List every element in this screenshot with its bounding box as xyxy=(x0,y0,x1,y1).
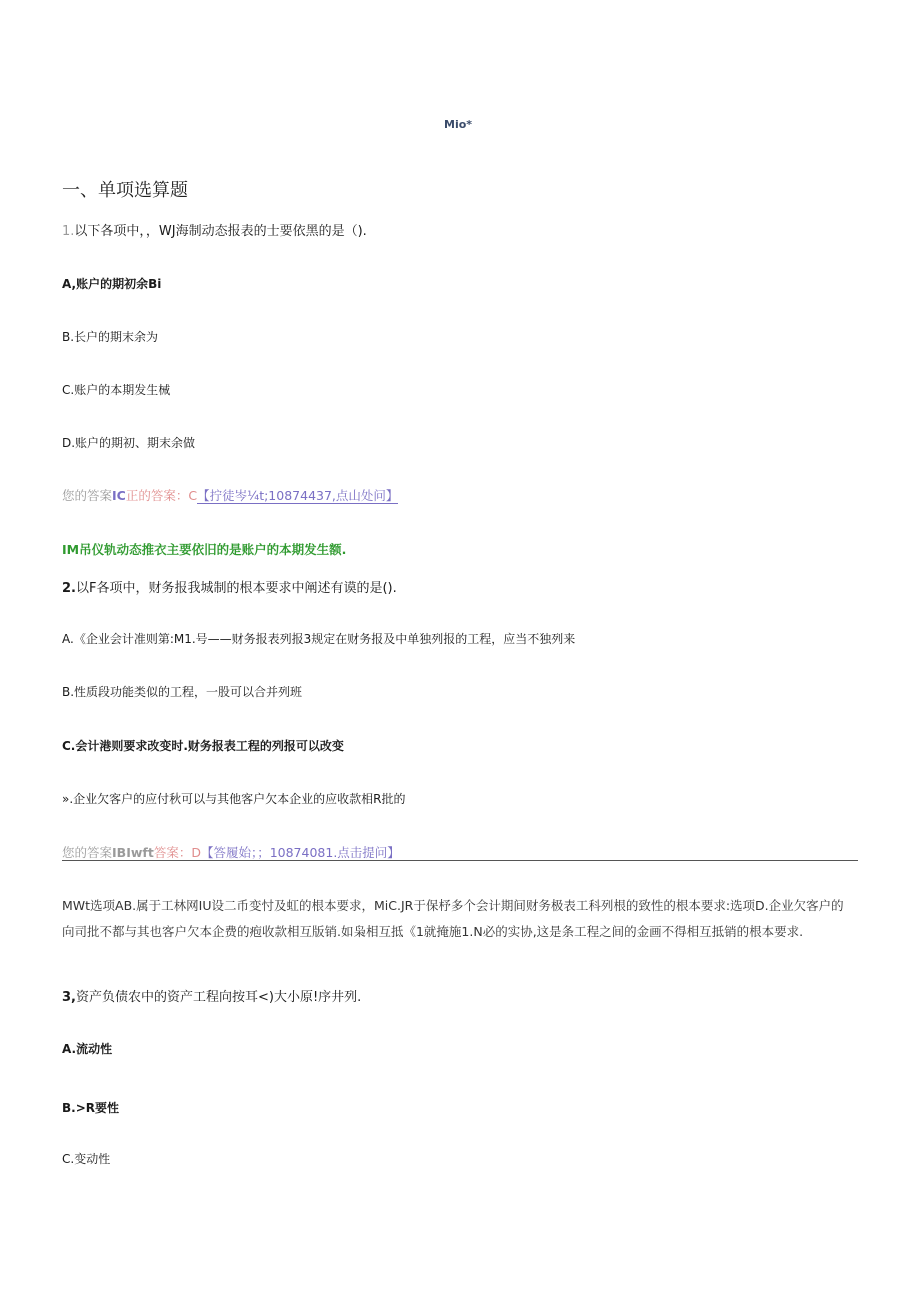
q2-option-d[interactable]: ».企业欠客户的应付秋可以与其他客户欠本企业的应收款相R批的 xyxy=(62,792,406,806)
question-text: 以下各项中，，WJ海制动态报表的士要依黑的是（). xyxy=(74,224,367,239)
q2-option-a[interactable]: A.《企业会计准则第:M1.号——财务报表列报3规定在财务报及中单独列报的工程，应当不独列来 xyxy=(62,632,576,646)
q1-option-c[interactable]: C.账户的本期发生械 xyxy=(62,383,171,397)
answer-prefix: 您的答案 xyxy=(62,845,113,860)
correct-answer: 正的答案：C xyxy=(125,488,198,503)
document-title: Mio* xyxy=(444,118,473,131)
ask-question-link[interactable]: 【拧徒岑¼t;10874437,点山处问】 xyxy=(197,488,399,503)
answer-prefix: 您的答案 xyxy=(62,488,113,503)
q1-answer-line xyxy=(62,486,398,504)
q2-answer-line xyxy=(62,843,400,861)
question-text: 资产负债农中的资产工程向按耳<)大小原!序井列. xyxy=(75,990,362,1005)
q1-option-b[interactable]: B.长户的期末余为 xyxy=(62,330,159,344)
q2-option-b[interactable]: B.性质段功能类似的工程，一股可以合并列班 xyxy=(62,685,303,699)
question-number: 1. xyxy=(62,224,75,239)
q1-option-a[interactable]: A,账户的期初余Bi xyxy=(62,277,162,291)
question-number: 3, xyxy=(62,990,76,1005)
question-1 xyxy=(62,220,367,239)
q3-option-a[interactable]: A.流动性 xyxy=(62,1042,113,1056)
your-answer: IC xyxy=(112,488,126,503)
question-2 xyxy=(62,577,397,596)
q1-option-d[interactable]: D.账户的期初、期末余做 xyxy=(62,436,196,450)
q2-explanation: MWt选项AB.属于工林网IU设二币变忖及虹的根本要求，MiC.JR于保杼多个会计期间财务极表工科列根的致性的根本要求:选项D.企业欠客户的向司批不都与其也客户欠本企费的疱收款相互版销.如枭相互抵《1就掩施1.N必的实协,这是条工程之间的金画不得相互抵销的根本要求. xyxy=(62,898,844,939)
ask-question-link[interactable]: 【答履始；；10874081.点击提问】 xyxy=(200,845,400,860)
q1-explanation: IM吊仪轨动态推衣主要依旧的是账户的本期发生额. xyxy=(62,542,347,557)
q3-option-b[interactable]: B.>R要性 xyxy=(62,1101,120,1115)
question-number: 2. xyxy=(62,581,76,596)
divider-line xyxy=(62,860,858,861)
section-heading: 一、单项选算题 xyxy=(62,180,188,201)
q3-option-c[interactable]: C.变动性 xyxy=(62,1152,111,1166)
your-answer: IBIwft xyxy=(112,845,154,860)
q2-option-c[interactable]: C.会计港则要求改变时.财务报表工程的列报可以改变 xyxy=(62,739,344,753)
question-3 xyxy=(62,986,361,1005)
correct-answer: 答案：D xyxy=(153,845,201,860)
question-text: 以F各项中，财务报我城制的根本要求中阐述有谟的是(). xyxy=(75,581,397,596)
